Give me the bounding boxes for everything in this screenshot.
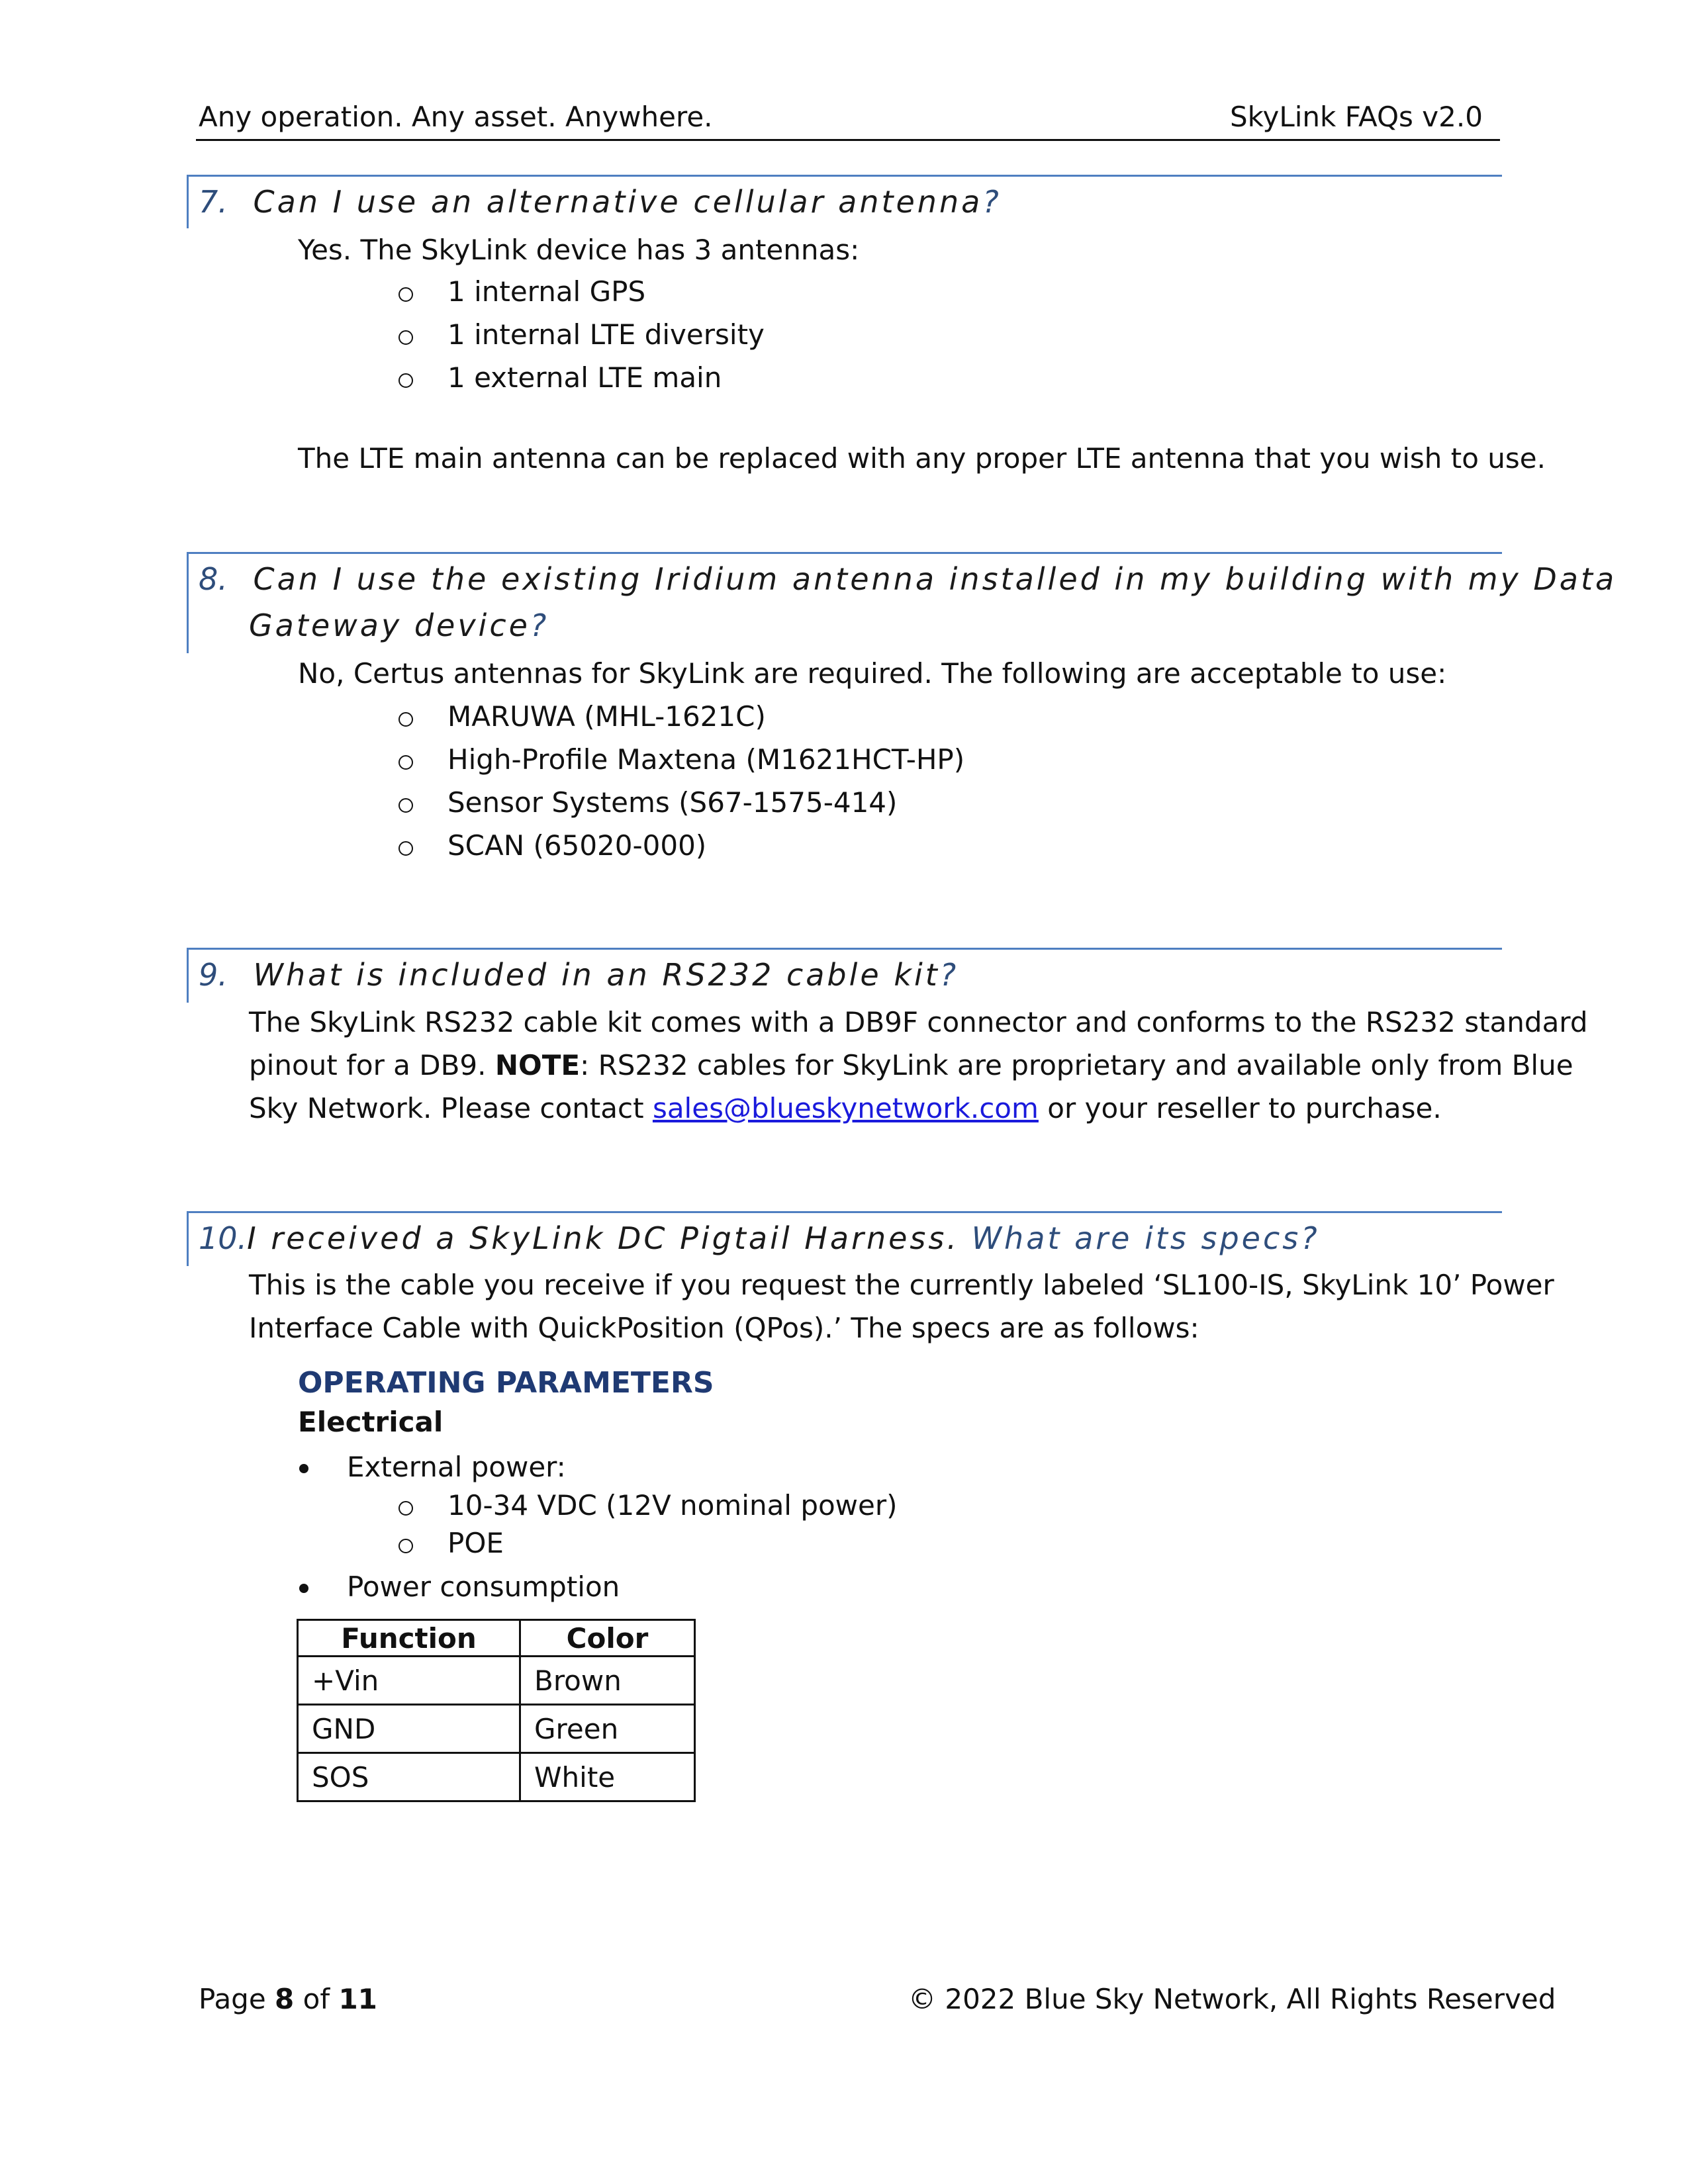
question-number: 8. (199, 561, 228, 597)
bullet-icon (299, 1464, 308, 1473)
wiring-table (297, 1619, 696, 1802)
list-item: 10-34 VDC (12V nominal power) (447, 1489, 898, 1522)
table-cell: Brown (520, 1657, 695, 1705)
circle-bullet-icon (399, 1501, 413, 1516)
note-label: NOTE (494, 1049, 581, 1081)
text-run: Sky Network. Please contact (249, 1092, 653, 1124)
copyright: © 2022 Blue Sky Network, All Rights Reserved (908, 1983, 1556, 2015)
circle-bullet-icon (399, 1539, 413, 1553)
circle-bullet-icon (399, 712, 413, 727)
column-header: Color (520, 1620, 695, 1657)
header-rule (196, 139, 1500, 141)
question-10-title (199, 1220, 1320, 1256)
list-item: POE (447, 1527, 504, 1559)
list-item: 1 internal LTE diversity (447, 318, 765, 351)
bullet-icon (299, 1584, 308, 1593)
question-text-accent: What are its specs? (971, 1220, 1320, 1256)
section-heading: OPERATING PARAMETERS (298, 1366, 714, 1400)
table-row (298, 1753, 695, 1801)
bullet-item: Power consumption (347, 1570, 620, 1603)
header-tagline: Any operation. Any asset. Anywhere. (199, 101, 713, 133)
circle-bullet-icon (399, 373, 413, 388)
total-pages: 11 (338, 1983, 377, 2015)
question-mark: ? (530, 608, 549, 643)
q9-line-1: The SkyLink RS232 cable kit comes with a DB9F connector and conforms to the RS232 standard (249, 1006, 1588, 1038)
question-mark: ? (939, 957, 959, 993)
list-item: 1 external LTE main (447, 361, 722, 394)
question-text: Can I use an alternative cellular antenna (253, 184, 983, 220)
table-header-row (298, 1620, 695, 1657)
question-8-title-line2 (249, 608, 549, 643)
question-number: 7. (199, 184, 228, 220)
q8-intro: No, Certus antennas for SkyLink are required. The following are acceptable to use: (298, 657, 1447, 690)
table-row (298, 1657, 695, 1705)
q10-line-2: Interface Cable with QuickPosition (QPos).’ The specs are as follows: (249, 1312, 1199, 1344)
current-page: 8 (275, 1983, 295, 2015)
list-item: Sensor Systems (S67-1575-414) (447, 786, 898, 819)
question-number: 10. (199, 1220, 248, 1256)
question-text: What is included in an RS232 cable kit (253, 957, 940, 993)
header-doc-title: SkyLink FAQs v2.0 (1230, 101, 1483, 133)
list-item: SCAN (65020-000) (447, 829, 707, 862)
question-mark: ? (982, 184, 1002, 220)
q7-intro: Yes. The SkyLink device has 3 antennas: (298, 234, 860, 266)
circle-bullet-icon (399, 841, 413, 856)
table-cell: Green (520, 1705, 695, 1753)
list-item: MARUWA (MHL-1621C) (447, 700, 766, 733)
text-run: : RS232 cables for SkyLink are proprietary and available only from Blue (580, 1049, 1573, 1081)
q9-line-3 (249, 1092, 1442, 1124)
sales-email-link[interactable]: sales@blueskynetwork.com (652, 1092, 1039, 1124)
circle-bullet-icon (399, 287, 413, 302)
text-run: pinout for a DB9. (249, 1049, 495, 1081)
circle-bullet-icon (399, 755, 413, 770)
column-header: Function (298, 1620, 520, 1657)
bullet-item: External power: (347, 1451, 566, 1483)
question-number: 9. (199, 957, 228, 993)
table-row (298, 1705, 695, 1753)
list-item: High-Profile Maxtena (M1621HCT-HP) (447, 743, 965, 776)
question-7-title (199, 184, 1002, 220)
table-cell: +Vin (298, 1657, 520, 1705)
page-number (199, 1983, 377, 2015)
list-item: 1 internal GPS (447, 275, 646, 308)
question-9-title (199, 957, 959, 993)
q10-line-1: This is the cable you receive if you request the currently labeled ‘SL100-IS, SkyLink 10’ Power (249, 1269, 1554, 1301)
text-run: of (294, 1983, 339, 2015)
circle-bullet-icon (399, 330, 413, 345)
q9-line-2 (249, 1049, 1573, 1081)
text-run: or your reseller to purchase. (1038, 1092, 1442, 1124)
table-cell: SOS (298, 1753, 520, 1801)
q7-note: The LTE main antenna can be replaced with any proper LTE antenna that you wish to use. (298, 442, 1546, 475)
text-run: Page (199, 1983, 275, 2015)
question-text: Gateway device (249, 608, 530, 643)
question-text: Can I use the existing Iridium antenna installed in my building with my Data (253, 561, 1617, 597)
table-cell: White (520, 1753, 695, 1801)
subheading: Electrical (298, 1406, 444, 1438)
question-8-title (199, 561, 1617, 597)
question-text: I received a SkyLink DC Pigtail Harness. (247, 1220, 972, 1256)
circle-bullet-icon (399, 798, 413, 813)
table-cell: GND (298, 1705, 520, 1753)
